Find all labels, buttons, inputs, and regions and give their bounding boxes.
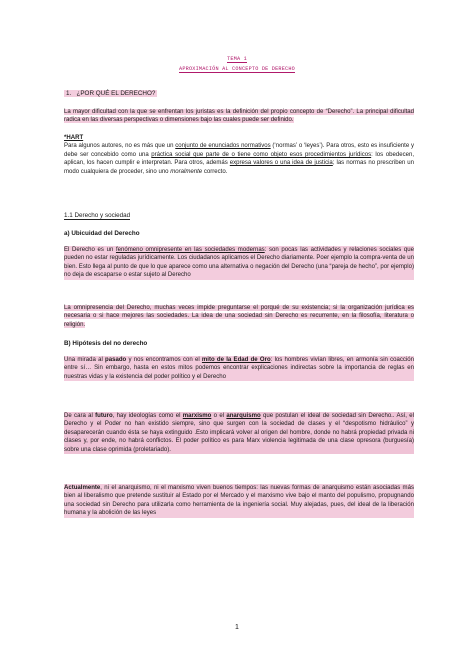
p7-a: Actualmente [64, 485, 101, 491]
p2-g: ; las normas no prescriben un modo cualquiera de proceder, sino uno [64, 160, 415, 175]
p6-b: futuro [95, 413, 113, 419]
p7-b: , ni el anarquismo, ni el marxismo viven buenos tiempos: las nuevas formas de anarquismo están asociadas más bien al liberalismo que pretende sustituir al Estado por el Mercado y el marxismo vive bajo el manto del populismo, propugnando una sociedad sin Derecho para utilizarla como herramienta de la ingeniería social. Muy alejadas, pues, del ideal de la liberación humana y la abolición de las leyes [64, 485, 414, 517]
p3-c: : son pocas las actividades y relaciones sociales que pueden no estar reguladas jurídicamente. Los ciudadanos aplicamos el Derecho diariamente. Poer ejemplo la compra-venta de un bien. Esto llega al punto de que lo que aparece como una alternativa o negación del Derecho (una “pareja de hecho”, por ejemplo) no deja de escaparse o estar sujeto al Derecho [64, 247, 414, 279]
paragraph-4-text: La omnipresencia del Derecho, muchas veces impide preguntarse el porqué de su existencia; si la organización jurídica es necesaria o si hace mejores las sociedades. La idea de una sociedad sin Derecho es recurrente, en la filosofía, literatura o religión. [64, 305, 414, 328]
document-header-topic: TEMA 1 [227, 56, 247, 62]
document-header-title: APROXIMACIÓN AL CONCEPTO DE DERECHO [179, 66, 295, 72]
section-number: 1. [66, 90, 72, 97]
page-number: 1 [235, 624, 239, 631]
p5-a: Una mirada al [64, 357, 106, 363]
p2-a: Para algunos autores, no es más que un [64, 143, 176, 150]
p6-g: que postulan el ideal de sociedad sin Derecho.. Así, el Derecho y el Poder no han existido siempre, sino que surgen con la sociedad de clases y el “despotismo hidráulico” y desaparecerán cuando ésta se haya extinguido .Esto implicará volver al origen del hombre, donde no habrá propiedad privada ni clases y, por ende, no habrá conflictos. El poder político es para Marx violencia legitimada de una clase opresora (burguesía) sobre una clase oprimida (proletariado). [64, 413, 414, 453]
section-heading [64, 90, 157, 97]
p5-d: mito de la Edad de Oro [201, 357, 271, 363]
p2-d: práctica social que parte de o tiene como objeto esos procedimientos jurídicos [151, 151, 372, 158]
paragraph-3 [64, 246, 414, 280]
p5-c: y nos encontramos con el [126, 357, 202, 363]
p5-b: pasado [105, 357, 127, 363]
heading-a: a) Ubicuidad del Derecho [64, 230, 140, 237]
p2-e: : los obedecen, aplican, los hacen cumplir e interpretan. Para otros, además [64, 151, 415, 167]
p6-d: marxismo [182, 413, 212, 419]
p3-b: fenómeno omnipresente en las sociedades modernas [115, 247, 265, 253]
section-title: ¿POR QUÉ EL DERECHO? [76, 90, 156, 97]
paragraph-4 [64, 304, 414, 329]
paragraph-5 [64, 356, 414, 381]
p6-c: , hay ideologías como el [112, 413, 183, 419]
p2-h: moralmente [170, 168, 203, 175]
p2-f: expresa valores o una idea de justicia [229, 160, 333, 167]
heading-b: B) Hipótesis del no derecho [64, 340, 148, 347]
paragraph-1-text: La mayor dificultad con la que se enfrentan los juristas es la definición del propio concepto de “Derecho”. La principal dificultad radica en las diversas perspectivas o dimensiones bajo las cuales puede ser definido. [64, 109, 414, 124]
p3-a: El Derecho es un [64, 247, 116, 253]
p2-c: (‘normas’ o ‘leyes’). Para otros, esto es insuficiente y debe ser concebido como una [64, 143, 415, 158]
p5-e: : los hombres vivían libres, en armonía sin coacción entre sí… Sin embargo, hasta en estos mitos podemos encontrar explicaciones indirectas sobre la importancia de reglas en nuestras vidas y la existencia del poder político y el Derecho [64, 357, 415, 380]
p2-b: conjunto de enunciados normativos [175, 143, 271, 150]
p2-i: correcto. [202, 168, 228, 175]
paragraph-1 [64, 108, 414, 125]
p6-a: De cara al [64, 413, 96, 419]
subsection-heading: 1.1 Derecho y sociedad [64, 212, 131, 219]
paragraph-2 [64, 134, 414, 176]
hart-label: *HART [64, 135, 84, 141]
paragraph-7 [64, 484, 414, 518]
p6-f: anarquismo [226, 413, 261, 419]
p6-e: o el [211, 413, 227, 419]
paragraph-6 [64, 412, 414, 454]
